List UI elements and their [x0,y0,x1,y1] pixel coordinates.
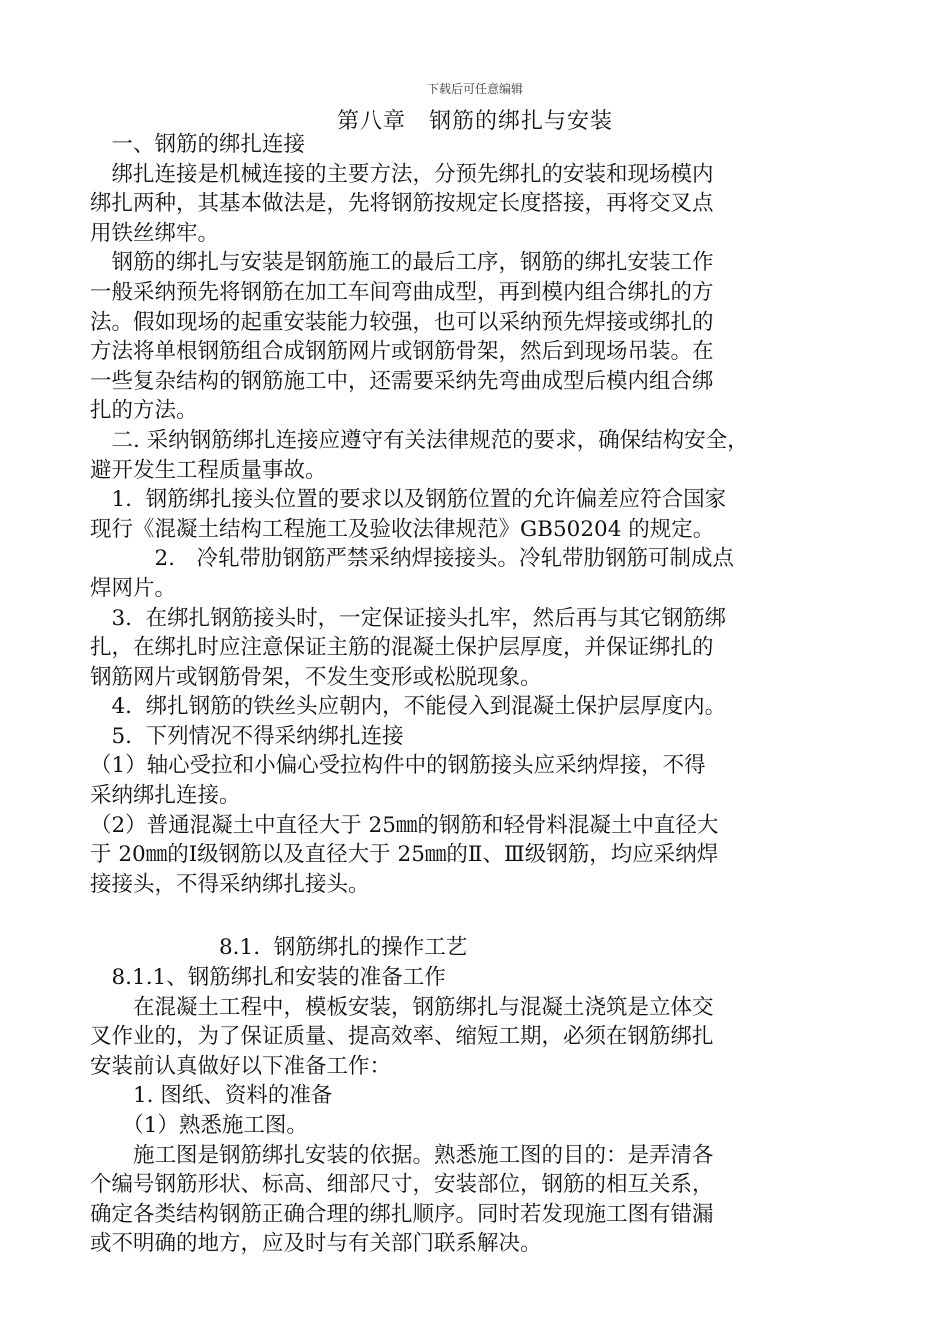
paragraph-line: 用铁丝绑牢。 [90,220,220,246]
paragraph-line: 法。假如现场的起重安装能力较强，也可以采纳预先焊接或绑扎的 [90,309,714,335]
chapter-title: 第八章 钢筋的绑扎与安装 [336,109,613,134]
paragraph-line: 4. 绑扎钢筋的铁丝头应朝内，不能侵入到混凝土保护层厚度内。 [90,694,727,720]
paragraph-line: 叉作业的，为了保证质量、提高效率、缩短工期，必须在钢筋绑扎 [90,1024,714,1050]
paragraph-line: 现行《混凝土结构工程施工及验收法律规范》GB50204 的规定。 [90,516,715,542]
paragraph-line: 绑扎两种，其基本做法是，先将钢筋按规定长度搭接，再将交叉点 [90,191,714,217]
paragraph-line: 扎的方法。 [90,398,198,424]
paragraph-line: 接接头，不得采纳绑扎接头。 [90,871,370,897]
paragraph-line: 避开发生工程质量事故。 [90,457,327,483]
paragraph-line: 绑扎连接是机械连接的主要方法，分预先绑扎的安装和现场模内 [90,161,714,187]
paragraph-line: 5. 下列情况不得采纳绑扎连接 [90,723,404,749]
header-note: 下载后可任意编辑 [426,82,523,96]
list-item-heading: 1. 图纸、资料的准备 [90,1083,333,1109]
paragraph-line: 安装前认真做好以下准备工作： [90,1053,392,1079]
paragraph-line: 确定各类结构钢筋正确合理的绑扎顺序。同时若发现施工图有错漏 [90,1201,714,1227]
paragraph-line: （2）普通混凝土中直径大于 25㎜的钢筋和轻骨料混凝土中直径大 [90,812,719,838]
paragraph-line: 个编号钢筋形状、标高、细部尺寸，安装部位，钢筋的相互关系， [90,1172,714,1198]
paragraph-line: 1. 钢筋绑扎接头位置的要求以及钢筋位置的允许偏差应符合国家 [90,487,727,513]
section-heading: 8.1. 钢筋绑扎的操作工艺 [90,935,468,961]
list-item-heading: （1）熟悉施工图。 [90,1113,308,1138]
paragraph-line: 一般采纳预先将钢筋在加工车间弯曲成型，再到模内组合绑扎的方 [90,279,714,305]
section-gap [90,899,880,933]
paragraph-line: 2. 冷轧带肋钢筋严禁采纳焊接接头。冷轧带肋钢筋可制成点 [90,546,735,572]
paragraph-line: 一、钢筋的绑扎连接 [90,132,306,157]
paragraph-line: 焊网片。 [90,575,177,601]
paragraph-line: 钢筋的绑扎与安装是钢筋施工的最后工序，钢筋的绑扎安装工作 [90,250,714,276]
paragraph-line: 或不明确的地方，应及时与有关部门联系解决。 [90,1231,542,1257]
paragraph-line: 施工图是钢筋绑扎安装的依据。熟悉施工图的目的：是弄清各 [90,1142,714,1168]
paragraph-line: 在混凝土工程中，模板安装，钢筋绑扎与混凝土浇筑是立体交 [90,994,714,1020]
paragraph-line: 钢筋网片或钢筋骨架，不发生变形或松脱现象。 [90,664,542,690]
paragraph-line: 扎，在绑扎时应注意保证主筋的混凝土保护层厚度，并保证绑扎的 [90,635,714,661]
paragraph-line: （1）轴心受拉和小偏心受拉构件中的钢筋接头应采纳焊接，不得 [90,753,706,779]
paragraph-line: 方法将单根钢筋组合成钢筋网片或钢筋骨架，然后到现场吊装。在 [90,339,714,365]
paragraph-line: 二. 采纳钢筋绑扎连接应遵守有关法律规范的要求，确保结构安全， [90,427,749,453]
subsection-heading: 8.1.1、钢筋绑扎和安装的准备工作 [90,965,446,991]
paragraph-line: 采纳绑扎连接。 [90,783,241,809]
paragraph-line: 于 20㎜的Ⅰ级钢筋以及直径大于 25㎜的Ⅱ、Ⅲ级钢筋，均应采纳焊 [90,842,719,868]
paragraph-line: 一些复杂结构的钢筋施工中，还需要采纳先弯曲成型后模内组合绑 [90,368,714,394]
body-text [90,130,880,1259]
paragraph-line: 3. 在绑扎钢筋接头时，一定保证接头扎牢，然后再与其它钢筋绑 [90,605,727,631]
